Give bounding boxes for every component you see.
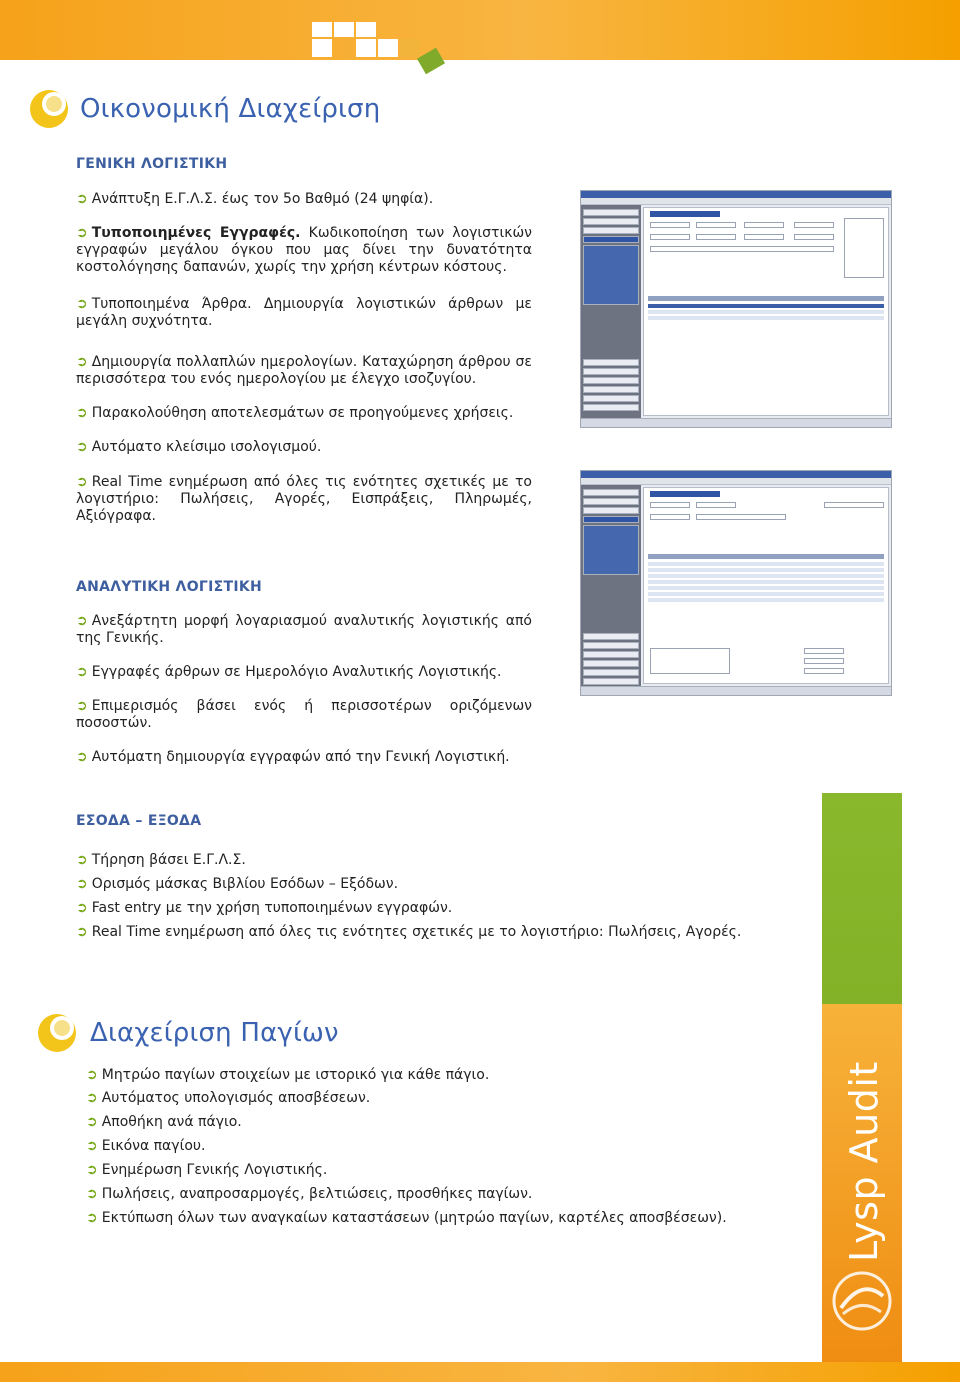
list-item: ➲ Επιμερισμός βάσει ενός ή περισσοτέρων οριζόμενων ποσοστών. xyxy=(76,698,532,731)
list-item: ➲ Ορισμός μάσκας Βιβλίου Εσόδων – Εξόδων. xyxy=(76,876,399,892)
arrow-circle-icon: ➲ xyxy=(86,1090,98,1106)
list-item: ➲ Αποθήκη ανά πάγιο. xyxy=(86,1114,242,1130)
arrow-circle-icon: ➲ xyxy=(76,852,88,868)
list-item: ➲ Μητρώο παγίων στοιχείων με ιστορικό για κάθε πάγιο. xyxy=(86,1067,490,1083)
arrow-circle-icon: ➲ xyxy=(76,924,88,940)
list-item: ➲ Τήρηση βάσει Ε.Γ.Λ.Σ. xyxy=(76,852,246,868)
list-item: ➲ Εκτύπωση όλων των αναγκαίων καταστάσεων (μητρώο παγίων, καρτέλες αποσβέσεων). xyxy=(86,1210,727,1226)
list-item: ➲ Τυποποιημένες Εγγραφές. Κωδικοποίηση των λογιστικών εγγραφών μεγάλου όγκου που μας δίνει την δυνατότητα κοστολόγησης δαπανών, χωρίς την χρήση κέντρων κόστους. xyxy=(76,225,532,275)
general-ledger-title: ΓΕΝΙΚΗ ΛΟΓΙΣΤΙΚΗ xyxy=(76,156,228,172)
arrow-circle-icon: ➲ xyxy=(76,698,88,714)
brand-emblem-icon xyxy=(829,1268,895,1338)
section-title-fixed-assets: Διαχείριση Παγίων xyxy=(90,1018,339,1048)
arrow-circle-icon: ➲ xyxy=(86,1067,98,1083)
sun-circle-logo-icon xyxy=(36,1012,78,1054)
arrow-circle-icon: ➲ xyxy=(76,354,88,370)
arrow-circle-icon: ➲ xyxy=(76,664,88,680)
list-item: ➲ Τυποποιημένα Άρθρα. Δημιουργία λογιστικών άρθρων με μεγάλη συχνότητα. xyxy=(76,296,532,329)
arrow-circle-icon: ➲ xyxy=(76,191,88,207)
list-item: ➲ Πωλήσεις, αναπροσαρμογές, βελτιώσεις, προσθήκες παγίων. xyxy=(86,1186,533,1202)
list-item: ➲ Ενημέρωση Γενικής Λογιστικής. xyxy=(86,1162,328,1178)
list-item: ➲ Real Time ενημέρωση από όλες τις ενότητες σχετικές με το λογιστήριο: Πωλήσεις, Αγορές. xyxy=(76,924,742,940)
arrow-circle-icon: ➲ xyxy=(86,1210,98,1226)
app-screenshot-entries xyxy=(580,470,892,696)
top-orange-band xyxy=(0,0,960,60)
list-item: ➲ Αυτόματος υπολογισμός αποσβέσεων. xyxy=(86,1090,371,1106)
list-item: ➲ Real Time ενημέρωση από όλες τις ενότητες σχετικές με το λογιστήριο: Πωλήσεις, Αγορές, Εισπράξεις, Πληρωμές, Αξιόγραφα. xyxy=(76,474,532,524)
arrow-circle-icon: ➲ xyxy=(76,474,88,490)
analytic-accounting-title: ΑΝΑΛΥΤΙΚΗ ΛΟΓΙΣΤΙΚΗ xyxy=(76,579,263,595)
arrow-circle-icon: ➲ xyxy=(76,405,88,421)
income-expenses-title: ΕΣΟΔΑ – ΕΞΟΔΑ xyxy=(76,813,202,829)
arrow-circle-icon: ➲ xyxy=(86,1138,98,1154)
arrow-circle-icon: ➲ xyxy=(76,876,88,892)
list-item: ➲ Εγγραφές άρθρων σε Ημερολόγιο Αναλυτικής Λογιστικής. xyxy=(76,664,502,680)
list-item: ➲ Εικόνα παγίου. xyxy=(86,1138,206,1154)
arrow-circle-icon: ➲ xyxy=(76,225,88,241)
page-title: Οικονομική Διαχείριση xyxy=(80,94,381,124)
list-item: ➲ Ανεξάρτητη μορφή λογαριασμού αναλυτικής λογιστικής από της Γενικής. xyxy=(76,613,532,646)
arrow-circle-icon: ➲ xyxy=(86,1162,98,1178)
sun-circle-logo-icon xyxy=(28,88,70,130)
brand-name: Lysp Audit xyxy=(842,1061,886,1262)
decorative-squares xyxy=(312,22,452,72)
arrow-circle-icon: ➲ xyxy=(86,1186,98,1202)
list-item: ➲ Ανάπτυξη Ε.Γ.Λ.Σ. έως τον 5ο Βαθμό (24 ψηφία). xyxy=(76,191,434,207)
list-item: ➲ Αυτόματο κλείσιμο ισολογισμού. xyxy=(76,439,322,455)
list-item: ➲ Παρακολούθηση αποτελεσμάτων σε προηγούμενες χρήσεις. xyxy=(76,405,514,421)
app-screenshot-journal xyxy=(580,190,892,428)
bottom-orange-band xyxy=(0,1362,960,1382)
list-item: ➲ Fast entry με την χρήση τυποποιημένων εγγραφών. xyxy=(76,900,453,916)
arrow-circle-icon: ➲ xyxy=(86,1114,98,1130)
list-item: ➲ Αυτόματη δημιουργία εγγραφών από την Γενική Λογιστική. xyxy=(76,749,510,765)
arrow-circle-icon: ➲ xyxy=(76,296,88,312)
arrow-circle-icon: ➲ xyxy=(76,900,88,916)
arrow-circle-icon: ➲ xyxy=(76,439,88,455)
arrow-circle-icon: ➲ xyxy=(76,749,88,765)
list-item: ➲ Δημιουργία πολλαπλών ημερολογίων. Καταχώρηση άρθρου σε περισσότερα του ενός ημερολογίου με έλεγχο ισοζυγίου. xyxy=(76,354,532,387)
arrow-circle-icon: ➲ xyxy=(76,613,88,629)
